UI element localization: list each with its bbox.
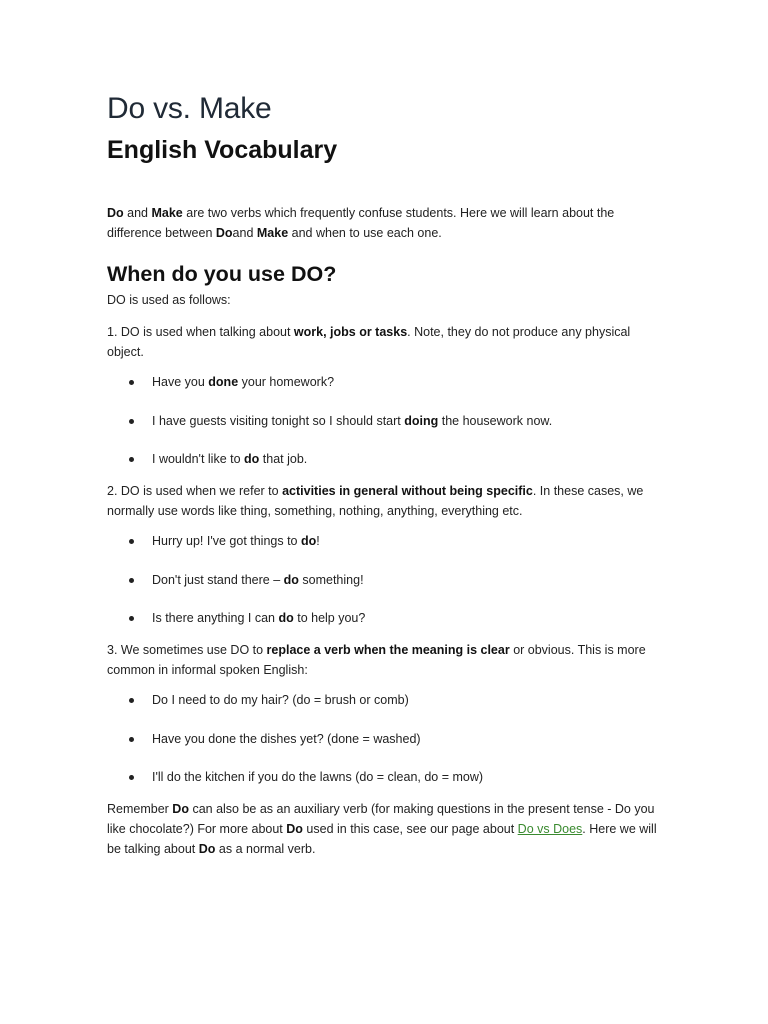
do-vs-does-link[interactable]: Do vs Does <box>517 822 583 836</box>
remember-text: used in this case, see our page about <box>302 822 518 836</box>
remember-text: . Here we will be talking about <box>107 822 657 856</box>
intro-bold-make: Make <box>151 206 183 220</box>
list-item <box>107 531 667 551</box>
list-item <box>107 729 667 749</box>
example-bold: do <box>244 452 260 466</box>
list-item <box>107 767 667 787</box>
example-text: Have you <box>152 375 209 389</box>
example-bold: doing <box>404 413 439 428</box>
point-3-examples <box>107 690 667 787</box>
remember-text: as a normal verb. <box>215 842 316 856</box>
point-text: . Note, they do not produce any physical object. <box>107 325 631 359</box>
list-item <box>107 570 667 590</box>
remember-bold: Do <box>286 822 303 836</box>
intro-text: and when to use each one. <box>288 226 442 240</box>
remember-bold: Do <box>198 842 216 856</box>
remember-bold: Do <box>172 802 189 816</box>
example-text: I wouldn't like to <box>152 452 245 466</box>
point-2-examples <box>107 531 667 628</box>
example-bold: do <box>301 534 317 548</box>
intro-paragraph <box>107 203 667 243</box>
point-2-paragraph <box>107 481 667 521</box>
document-page <box>107 88 667 859</box>
example-text: something! <box>298 572 364 587</box>
example-text: to help you? <box>293 611 366 625</box>
point-bold: activities in general without being specific <box>282 484 533 498</box>
intro-text: and <box>232 226 257 240</box>
list-item <box>107 690 667 710</box>
example-text: that job. <box>259 452 308 466</box>
bullet-icon <box>129 578 134 583</box>
section-heading: When do you use DO? <box>107 262 337 286</box>
intro-bold-make: Make <box>256 226 289 240</box>
page-subtitle: English Vocabulary <box>107 136 338 164</box>
remember-text: Remember <box>107 802 173 816</box>
example-bold: do <box>278 611 294 625</box>
bullet-icon <box>129 539 134 544</box>
page-title: Do vs. Make <box>107 92 272 125</box>
example-text: Is there anything I can <box>152 611 279 625</box>
point-bold: replace a verb when the meaning is clear <box>266 643 510 657</box>
example-text: your homework? <box>238 375 335 389</box>
example-bold: done <box>208 375 239 389</box>
bullet-icon <box>129 616 134 621</box>
point-1-examples <box>107 372 667 469</box>
intro-bold-do: Do <box>215 226 233 240</box>
point-text: or obvious. This is more common in informal spoken English: <box>107 643 646 677</box>
list-item <box>107 608 667 628</box>
bullet-icon <box>129 775 134 780</box>
list-item <box>107 372 667 392</box>
point-text: . In these cases, we normally use words like thing, something, nothing, anything, everything etc. <box>107 484 644 518</box>
point-text: 1. DO is used when talking about <box>107 325 294 339</box>
intro-bold-do: Do <box>107 206 124 220</box>
example-bold: do <box>283 572 299 587</box>
section-lead: DO is used as follows: <box>107 293 231 307</box>
bullet-icon <box>129 380 134 385</box>
point-text: 3. We sometimes use DO to <box>107 643 267 657</box>
point-3-paragraph <box>107 640 667 680</box>
example-text: the housework now. <box>438 413 553 428</box>
example-text: Hurry up! I've got things to <box>152 534 301 548</box>
bullet-icon <box>129 698 134 703</box>
example-text: ! <box>316 534 320 548</box>
list-item <box>107 449 667 469</box>
point-text: 2. DO is used when we refer to <box>107 484 283 498</box>
point-1-paragraph <box>107 322 667 362</box>
example-text: Have you done the dishes yet? (done = washed) <box>152 731 421 746</box>
intro-text: are two verbs which frequently confuse students. Here we will learn about the difference between <box>107 206 615 240</box>
remember-text: can also be as an auxiliary verb (for making questions in the present tense - Do you like chocolate?) For more about <box>107 802 655 836</box>
example-text: Don't just stand there – <box>152 572 284 587</box>
point-bold: work, jobs or tasks <box>293 325 408 339</box>
bullet-icon <box>129 419 134 424</box>
example-text: I'll do the kitchen if you do the lawns (do = clean, do = mow) <box>152 770 484 784</box>
list-item <box>107 411 667 431</box>
bullet-icon <box>129 457 134 462</box>
example-text: Do I need to do my hair? (do = brush or comb) <box>152 693 409 707</box>
example-text: I have guests visiting tonight so I should start <box>152 413 405 428</box>
remember-paragraph <box>107 799 667 859</box>
intro-text: and <box>123 206 152 220</box>
bullet-icon <box>129 737 134 742</box>
